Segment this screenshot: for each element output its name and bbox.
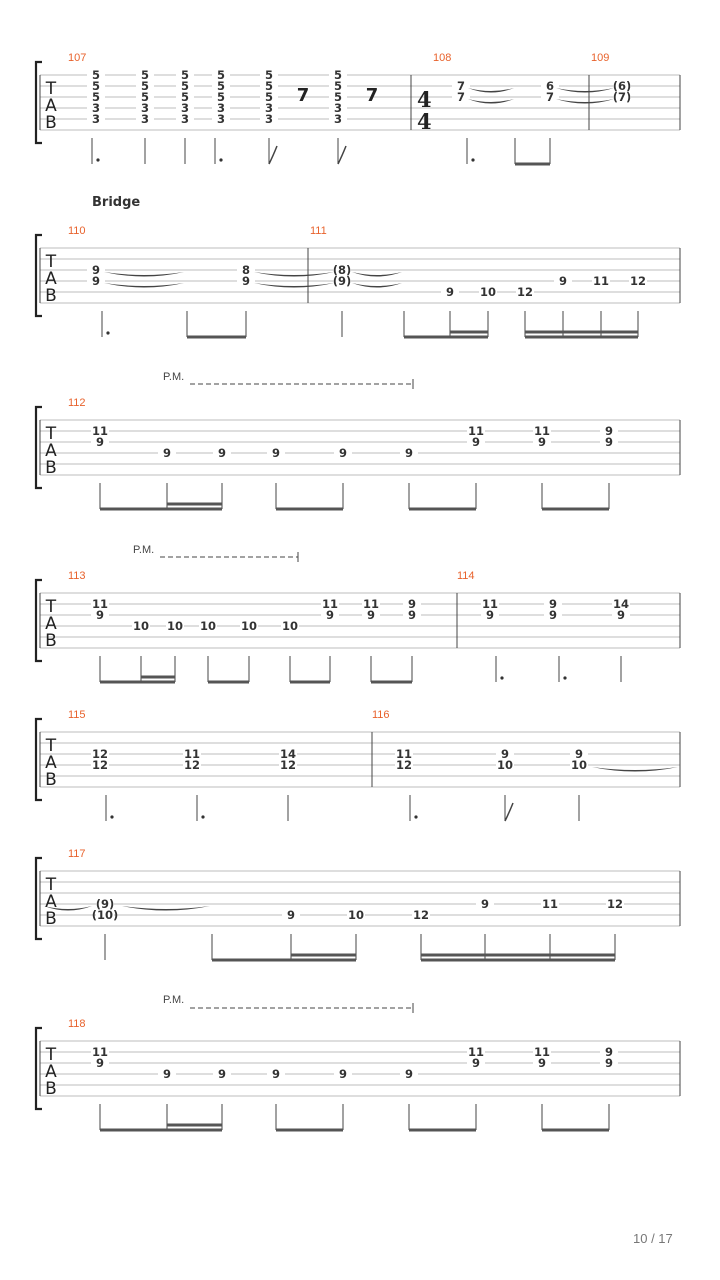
fret-number: 3 — [264, 112, 274, 126]
fret-number: 9 — [445, 285, 455, 299]
fret-number: 12 — [516, 285, 534, 299]
fret-number: 12 — [629, 274, 647, 288]
bar-number: 117 — [68, 848, 86, 860]
tab-clef-letter: T — [45, 252, 57, 272]
tie-arc — [556, 99, 614, 104]
tab-clef-letter: B — [45, 1079, 57, 1099]
tie-arc — [104, 283, 184, 288]
tab-clef-letter: B — [45, 770, 57, 790]
fret-number: 9 — [95, 435, 105, 449]
fret-number: 5 — [91, 68, 101, 82]
tie-arc — [468, 99, 514, 104]
fret-number: 9 — [271, 446, 281, 460]
bar-number: 112 — [68, 397, 86, 409]
system-bracket — [36, 235, 42, 316]
fret-number: 9 — [217, 1067, 227, 1081]
bar-number: 110 — [68, 225, 86, 237]
fret-number: (9) — [332, 274, 352, 288]
fret-number: 10 — [496, 758, 514, 772]
fret-number: 12 — [91, 758, 109, 772]
flag — [269, 146, 277, 164]
tab-clef-letter: B — [45, 909, 57, 929]
system-bracket — [36, 858, 42, 939]
time-signature-numerator: 4 — [417, 87, 432, 112]
fret-number: 10 — [199, 619, 217, 633]
tie-arc — [122, 906, 210, 911]
fret-number: 7 — [456, 79, 466, 93]
system-bracket — [36, 407, 42, 488]
fret-number: 9 — [407, 597, 417, 611]
tab-clef-letter: B — [45, 458, 57, 478]
dot — [414, 815, 417, 818]
fret-number: 12 — [279, 758, 297, 772]
tab-clef-letter: B — [45, 113, 57, 133]
fret-number: 9 — [286, 908, 296, 922]
system-bracket — [36, 1028, 42, 1109]
fret-number: 3 — [140, 101, 150, 115]
fret-number: 9 — [574, 747, 584, 761]
systems-layer — [36, 52, 680, 1130]
fret-number: 9 — [500, 747, 510, 761]
time-signature-denominator: 4 — [417, 109, 432, 134]
tab-clef-letter: T — [45, 424, 57, 444]
fret-number: 9 — [616, 608, 626, 622]
fret-number: 9 — [548, 608, 558, 622]
fret-number: 9 — [537, 435, 547, 449]
fret-number: 5 — [140, 90, 150, 104]
tab-clef-letter: B — [45, 631, 57, 651]
palm-mute-label: P.M. — [133, 544, 155, 556]
palm-mute-label: P.M. — [163, 994, 185, 1006]
fret-number: 3 — [216, 112, 226, 126]
fret-number: 11 — [91, 424, 109, 438]
fret-number: 12 — [183, 758, 201, 772]
fret-number: 9 — [480, 897, 490, 911]
fret-number: 11 — [183, 747, 201, 761]
fret-number: 9 — [485, 608, 495, 622]
fret-number: 12 — [395, 758, 413, 772]
system-bracket — [36, 580, 42, 661]
fret-number: (9) — [95, 897, 115, 911]
fret-number: 12 — [606, 897, 624, 911]
fret-number: 5 — [264, 79, 274, 93]
fret-number: 11 — [533, 1045, 551, 1059]
tab-system — [36, 848, 680, 960]
fret-number: 9 — [471, 1056, 481, 1070]
bar-number: 107 — [68, 52, 87, 64]
tab-clef-letter: T — [45, 875, 57, 895]
fret-number: 5 — [180, 68, 190, 82]
tab-clef-letter: T — [45, 1045, 57, 1065]
bar-number: 116 — [372, 709, 390, 721]
fret-number: 3 — [91, 112, 101, 126]
tab-clef-letter: A — [45, 269, 57, 289]
fret-number: 14 — [279, 747, 297, 761]
fret-number: 9 — [338, 446, 348, 460]
fret-number: 11 — [592, 274, 610, 288]
fret-number: 11 — [91, 1045, 109, 1059]
flag — [505, 803, 513, 821]
dot — [219, 158, 222, 161]
tab-clef-letter: A — [45, 614, 57, 634]
fret-number: 3 — [140, 112, 150, 126]
fret-number: 3 — [333, 101, 343, 115]
dot — [500, 676, 503, 679]
fret-number: 10 — [347, 908, 365, 922]
fret-number: 9 — [366, 608, 376, 622]
tab-clef-letter: T — [45, 736, 57, 756]
fret-number: 9 — [604, 1045, 614, 1059]
fret-number: 3 — [91, 101, 101, 115]
fret-number: 9 — [407, 608, 417, 622]
fret-number: 5 — [216, 90, 226, 104]
fret-number: 3 — [216, 101, 226, 115]
dot — [110, 815, 113, 818]
fret-number: 12 — [412, 908, 430, 922]
fret-number: 7 — [456, 90, 466, 104]
fret-number: (7) — [612, 90, 632, 104]
fret-number: (10) — [91, 908, 119, 922]
tab-clef-letter: A — [45, 892, 57, 912]
fret-number: 5 — [264, 68, 274, 82]
fret-number: 10 — [166, 619, 184, 633]
fret-number: 9 — [537, 1056, 547, 1070]
fret-number: 9 — [558, 274, 568, 288]
flag — [338, 146, 346, 164]
tab-system — [36, 1018, 680, 1130]
fret-number: (6) — [612, 79, 632, 93]
tie-arc — [556, 88, 614, 93]
page-number: 10 / 17 — [633, 1231, 673, 1246]
bar-number: 109 — [591, 52, 610, 64]
fret-number: 11 — [91, 597, 109, 611]
bar-number: 108 — [433, 52, 452, 64]
fret-number: 9 — [217, 446, 227, 460]
bar-number: 115 — [68, 709, 86, 721]
fret-number: 5 — [264, 90, 274, 104]
fret-number: 10 — [281, 619, 299, 633]
fret-number: 9 — [604, 1056, 614, 1070]
fret-number: 5 — [180, 79, 190, 93]
tie-arc — [352, 283, 402, 288]
tie-arc — [104, 272, 184, 277]
fret-number: 11 — [321, 597, 339, 611]
tab-clef-letter: T — [45, 597, 57, 617]
tab-clef-letter: A — [45, 1062, 57, 1082]
tab-system — [36, 709, 680, 821]
bar-number: 118 — [68, 1018, 86, 1030]
system-bracket — [36, 62, 42, 143]
fret-number: 9 — [162, 446, 172, 460]
fret-number: 5 — [333, 90, 343, 104]
fret-number: 9 — [604, 424, 614, 438]
tab-system — [36, 397, 680, 509]
fret-number: 9 — [471, 435, 481, 449]
eighth-rest-icon: 7 — [296, 85, 310, 106]
fret-number: 11 — [362, 597, 380, 611]
fret-number: 5 — [91, 90, 101, 104]
fret-number: 11 — [395, 747, 413, 761]
fret-number: 3 — [264, 101, 274, 115]
tab-clef-letter: A — [45, 441, 57, 461]
fret-number: 10 — [240, 619, 258, 633]
fret-number: 14 — [612, 597, 630, 611]
tie-arc — [352, 272, 402, 277]
section-label-bridge: Bridge — [92, 195, 141, 210]
dot — [201, 815, 204, 818]
fret-number: 9 — [241, 274, 251, 288]
fret-number: 3 — [333, 112, 343, 126]
fret-number: 12 — [91, 747, 109, 761]
dot — [471, 158, 474, 161]
tab-clef-letter: T — [45, 79, 57, 99]
tab-system — [36, 225, 680, 337]
fret-number: 6 — [545, 79, 555, 93]
tie-arc — [468, 88, 514, 93]
fret-number: 3 — [180, 112, 190, 126]
tie-arc — [254, 272, 334, 277]
bar-number: 113 — [68, 570, 86, 582]
fret-number: 9 — [404, 1067, 414, 1081]
bar-number: 114 — [457, 570, 475, 582]
fret-number: 5 — [216, 79, 226, 93]
fret-number: 5 — [333, 68, 343, 82]
fret-number: 5 — [333, 79, 343, 93]
fret-number: 5 — [216, 68, 226, 82]
fret-number: 11 — [467, 424, 485, 438]
fret-number: 10 — [570, 758, 588, 772]
fret-number: 5 — [180, 90, 190, 104]
fret-number: 9 — [162, 1067, 172, 1081]
tab-clef-letter: B — [45, 286, 57, 306]
palm-mute-label: P.M. — [163, 371, 185, 383]
dot — [96, 158, 99, 161]
fret-number: 9 — [95, 608, 105, 622]
dot — [106, 331, 109, 334]
fret-number: 9 — [604, 435, 614, 449]
bar-number: 111 — [310, 225, 327, 237]
tab-system — [36, 570, 680, 682]
fret-number: 9 — [548, 597, 558, 611]
fret-number: 9 — [91, 274, 101, 288]
fret-number: 5 — [140, 68, 150, 82]
tab-clef-letter: A — [45, 96, 57, 116]
tab-clef-letter: A — [45, 753, 57, 773]
tie-arc — [592, 767, 678, 772]
fret-number: 8 — [241, 263, 251, 277]
fret-number: 9 — [338, 1067, 348, 1081]
fret-number: 5 — [140, 79, 150, 93]
fret-number: 11 — [481, 597, 499, 611]
eighth-rest-icon: 7 — [365, 85, 379, 106]
fret-number: 10 — [479, 285, 497, 299]
fret-number: 7 — [545, 90, 555, 104]
fret-number: 10 — [132, 619, 150, 633]
fret-number: 3 — [180, 101, 190, 115]
fret-number: 11 — [541, 897, 559, 911]
fret-number: 5 — [91, 79, 101, 93]
fret-number: 11 — [533, 424, 551, 438]
system-bracket — [36, 719, 42, 800]
fret-number: 11 — [467, 1045, 485, 1059]
fret-number: 9 — [325, 608, 335, 622]
fret-number: 9 — [95, 1056, 105, 1070]
fret-number: 9 — [404, 446, 414, 460]
tie-arc — [254, 283, 334, 288]
fret-number: 9 — [91, 263, 101, 277]
fret-number: (8) — [332, 263, 352, 277]
dot — [563, 676, 566, 679]
tab-system — [36, 52, 680, 164]
fret-number: 9 — [271, 1067, 281, 1081]
